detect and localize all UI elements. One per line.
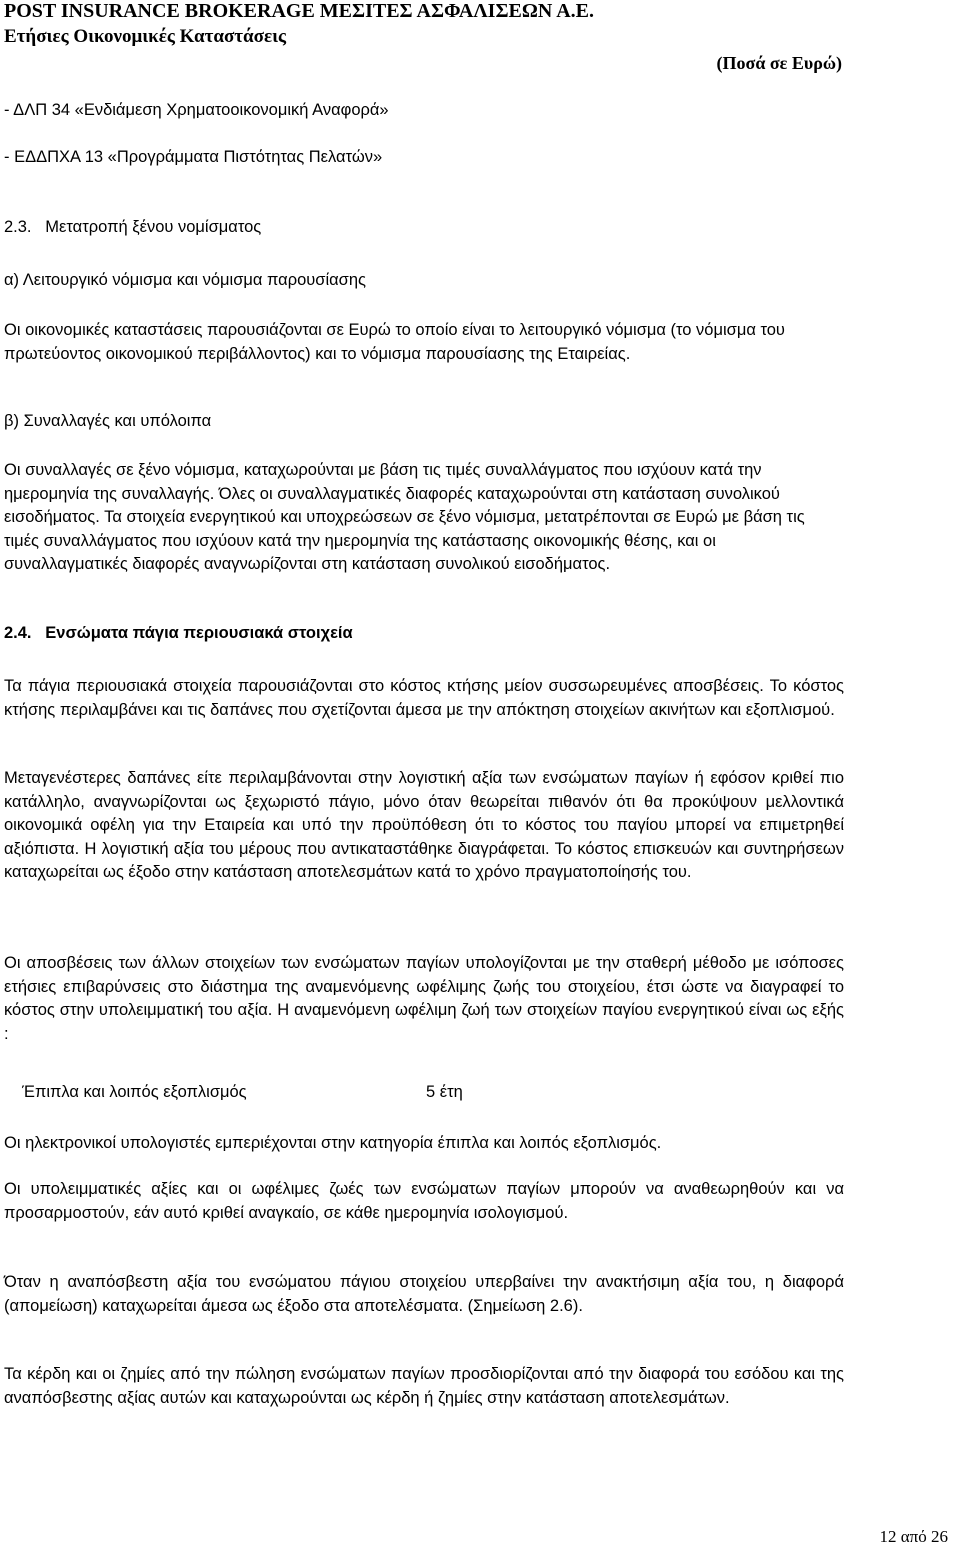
section-number: 2.4.	[4, 624, 32, 642]
document-subtitle: Ετήσιες Οικονομικές Καταστάσεις	[4, 26, 287, 47]
paragraph: Οι οικονομικές καταστάσεις παρουσιάζονται σε Ευρώ το οποίο είναι το λειτουργικό νόμισμα (το νόμισμα του πρωτεύοντος οικονομικού περιβάλλοντος) και το νόμισμα παρουσίασης της Εταιρείας.	[4, 321, 785, 363]
currency-note: (Ποσά σε Ευρώ)	[716, 53, 842, 73]
section-title: Ενσώματα πάγια περιουσιακά στοιχεία	[45, 624, 353, 642]
section-title: Μετατροπή ξένου νομίσματος	[45, 218, 262, 236]
paragraph: Οι υπολειμματικές αξίες και οι ωφέλιμες ζωές των ενσώματων παγίων μπορούν να αναθεωρηθούν και να προσαρμοστούν, εάν αυτό κριθεί αναγκαίο, σε κάθε ημερομηνία ισολογισμού.	[4, 1180, 844, 1222]
bullet-item: - ΔΛΠ 34 «Ενδιάμεση Χρηματοοικονομική Αναφορά»	[4, 101, 389, 119]
subheading-transactions: β) Συναλλαγές και υπόλοιπα	[4, 412, 212, 430]
paragraph: Τα κέρδη και οι ζημίες από την πώληση ενσώματων παγίων προσδιορίζονται από την διαφορά του εσόδου και της αναπόσβεστης αξίας αυτών και καταχωρούνται ως κέρδη ή ζημίες στην κατάσταση αποτελεσμάτων.	[4, 1365, 844, 1407]
company-name: POST INSURANCE BROKERAGE ΜΕΣΙΤΕΣ ΑΣΦΑΛΙΣΕΩΝ Α.Ε.	[4, 0, 595, 22]
bullet-item: - ΕΔΔΠΧΑ 13 «Προγράμματα Πιστότητας Πελατών»	[4, 148, 383, 166]
paragraph: Όταν η αναπόσβεστη αξία του ενσώματου πάγιου στοιχείου υπερβαίνει την ανακτήσιμη αξία του, η διαφορά (απομείωση) καταχωρείται άμεσα ως έξοδο στα αποτελέσματα. (Σημείωση 2.6).	[4, 1273, 844, 1315]
section-heading-2-3	[4, 218, 261, 237]
section-heading-2-4	[4, 624, 353, 643]
section-number: 2.3.	[4, 218, 32, 236]
page-number: 12 από 26	[879, 1527, 948, 1546]
paragraph: Οι συναλλαγές σε ξένο νόμισμα, καταχωρούνται με βάση τις τιμές συναλλάγματος που ισχύουν κατά την ημερομηνία της συναλλαγής. Όλες οι συναλλαγματικές διαφορές καταχωρούνται στη κατάσταση συνολικού εισοδήματος. Τα στοιχεία ενεργητικού και υποχρεώσεων σε ξένο νόμισμα, μετατρέπονται σε Ευρώ με βάση τις τιμές συναλλάγματος που ισχύουν κατά την ημερομηνία της κατάστασης οικονομικής θέσης, και οι συναλλαγματικές διαφορές αναγνωρίζονται στη κατάσταση συνολικού εισοδήματος.	[4, 461, 805, 573]
useful-life-value: 5 έτη	[426, 1083, 463, 1101]
useful-life-label: Έπιπλα και λοιπός εξοπλισμός	[22, 1083, 247, 1101]
subheading-functional-currency: α) Λειτουργικό νόμισμα και νόμισμα παρουσίασης	[4, 271, 366, 289]
paragraph: Οι αποσβέσεις των άλλων στοιχείων των ενσώματων παγίων υπολογίζονται με την σταθερή μέθοδο με ισόποσες ετήσιες επιβαρύνσεις στο διάστημα της αναμενόμενης ωφέλιμης ζωής του στοιχείου, έτσι ώστε να διαγραφεί το κόστος στην υπολειμματική του αξία. Η αναμενόμενη ωφέλιμη ζωή των στοιχείων παγίου ενεργητικού είναι ως εξής :	[4, 954, 844, 1043]
paragraph: Τα πάγια περιουσιακά στοιχεία παρουσιάζονται στο κόστος κτήσης μείον συσσωρευμένες αποσβέσεις. Το κόστος κτήσης περιλαμβάνει και τις δαπάνες που σχετίζονται άμεσα με την απόκτηση στοιχείων ακινήτων και εξοπλισμού.	[4, 677, 844, 719]
paragraph: Οι ηλεκτρονικοί υπολογιστές εμπεριέχονται στην κατηγορία έπιπλα και λοιπός εξοπλισμός.	[4, 1134, 662, 1152]
paragraph: Μεταγενέστερες δαπάνες είτε περιλαμβάνονται στην λογιστική αξία των ενσώματων παγίων ή εφόσον κριθεί πιο κατάλληλο, αναγνωρίζονται ως ξεχωριστό πάγιο, μόνο όταν θεωρείται πιθανόν ότι θα προκύψουν μελλοντικά οικονομικά οφέλη για την Εταιρεία και υπό την προϋπόθεση ότι το κόστος του παγίου μπορεί να επιμετρηθεί αξιόπιστα. Η λογιστική αξία του μέρους που αντικαταστάθηκε διαγράφεται. Το κόστος επισκευών και συντηρήσεων καταχωρείται ως έξοδο στην κατάσταση αποτελεσμάτων κατά το χρόνο πραγματοποίησής του.	[4, 769, 844, 881]
